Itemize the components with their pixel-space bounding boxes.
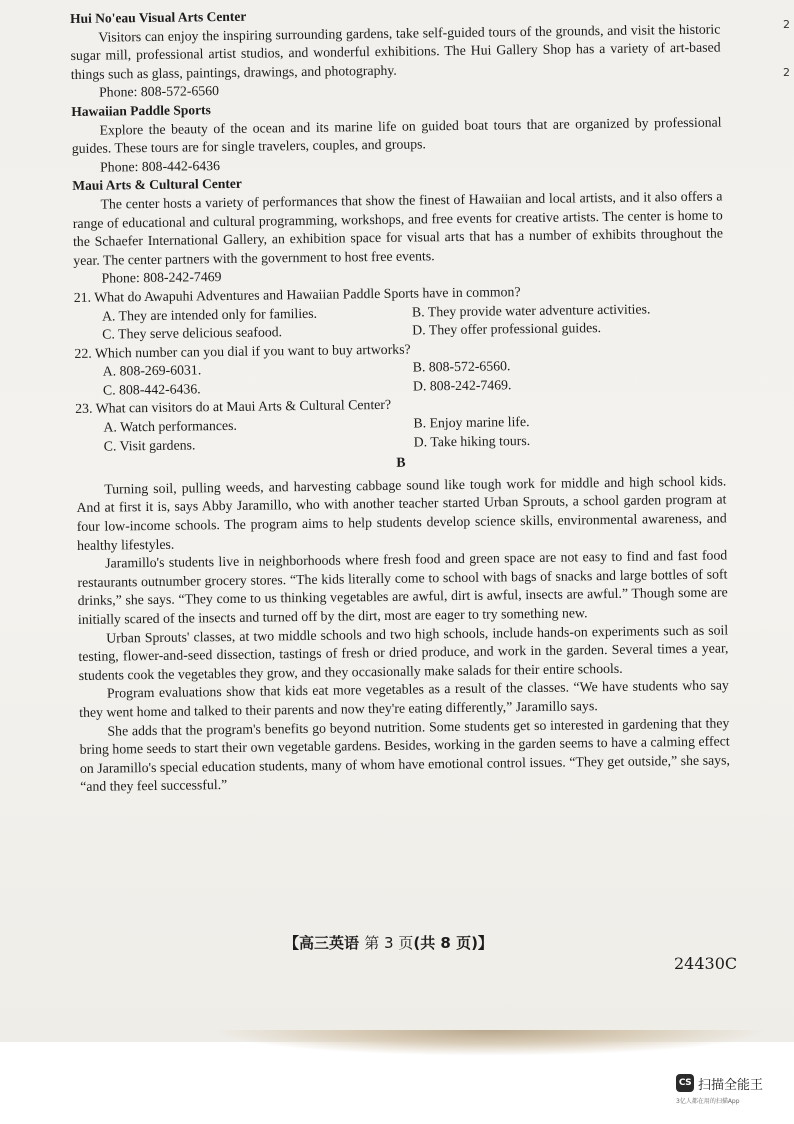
- footer-subject: 【高三英语: [284, 934, 360, 952]
- passage-b-paragraph-3: Urban Sprouts' classes, at two middle schools and two high schools, include hands-on experiments such as soil testing, flower-and-seed dissection, tastings of fresh or dried produce, and work in the garden. Several times a year, students cook the vegetables they grow, and they occasionally make salads for their entire schools.: [78, 622, 729, 683]
- option-c: C. Visit gardens.: [103, 437, 196, 454]
- question-stem: 22. Which number can you dial if you want to buy artworks?: [74, 341, 411, 361]
- exam-code: 24430C: [674, 954, 738, 973]
- passage-b-paragraph-5: She adds that the program's benefits go beyond nutrition. Some students get so interested in gardening that they bring home seeds to start their own vegetable gardens. Besides, working in the garden seems to have a calming effect on Jaramillo's special education students, many of whom have emotional control issues. “They get outside,” she says, “and they feel successful.”: [79, 714, 730, 795]
- section-text: Explore the beauty of the ocean and its marine life on guided boat tours that are organized by professional guides. These tours are for single travelers, couples, and groups.: [71, 114, 722, 157]
- edge-mark: 2: [783, 66, 790, 79]
- edge-mark: 2: [783, 18, 790, 31]
- option-d: D. They offer professional guides.: [412, 320, 602, 338]
- section-title: Maui Arts & Cultural Center: [72, 176, 242, 194]
- footer-total: (共 8 页)】: [413, 934, 493, 952]
- camscanner-logo-icon: CS: [676, 1074, 694, 1092]
- page-footer: [284, 932, 493, 953]
- paper-shadow: [210, 1030, 770, 1056]
- question-options: [103, 411, 725, 456]
- section-maui-arts: [72, 169, 723, 289]
- option-b: B. They provide water adventure activities.: [411, 300, 651, 320]
- option-c: C. They serve delicious seafood.: [102, 324, 283, 342]
- section-text: The center hosts a variety of performances that show the finest of Hawaiian and local artists, and it also offers a range of educational and cultural programming, workshops, and free events for creative artists. The center is home to the Schaefer International Gallery, an exhibition space for visual arts that has a number of exhibits throughout the year. The center partners with the government to host free events.: [72, 188, 724, 268]
- option-a: A. They are intended only for families.: [101, 305, 318, 324]
- option-a: A. Watch performances.: [103, 417, 238, 435]
- option-b: B. Enjoy marine life.: [413, 414, 530, 431]
- option-d: D. Take hiking tours.: [413, 432, 531, 450]
- question-22: [74, 336, 725, 400]
- option-c: C. 808-442-6436.: [102, 381, 201, 398]
- scanner-watermark: [676, 1074, 776, 1110]
- section-phone: Phone: 808-242-7469: [101, 269, 222, 286]
- question-stem: 23. What can visitors do at Maui Arts & Cultural Center?: [75, 397, 392, 417]
- watermark-tagline: 3亿人都在用的扫描App: [676, 1098, 740, 1105]
- page-content: [70, 1, 730, 796]
- passage-b: [76, 472, 730, 797]
- section-phone: Phone: 808-442-6436: [99, 157, 221, 175]
- passage-b-paragraph-4: Program evaluations show that kids eat more vegetables as a result of the classes. “We have students who say they went home and talked to their parents and now they're eating differently,” Jaramillo says.: [79, 677, 729, 720]
- question-21: [74, 280, 725, 344]
- question-23: [75, 392, 726, 456]
- footer-page: 第 3 页: [364, 934, 414, 952]
- watermark-name: 扫描全能王: [698, 1078, 764, 1093]
- passage-b-label: B: [396, 454, 406, 471]
- question-stem: 21. What do Awapuhi Adventures and Hawaiian Paddle Sports have in common?: [73, 284, 521, 305]
- option-d: D. 808-242-7469.: [412, 377, 512, 394]
- section-text: Visitors can enjoy the inspiring surrounding gardens, take self-guided tours of the grounds, and visit the historic sugar mill, professional artist studios, and wonderful exhibitions. The Hui Gallery Shop has a variety of art-based things such as glass, paintings, drawings, and photography.: [70, 21, 721, 82]
- section-phone: Phone: 808-572-6560: [98, 83, 220, 101]
- passage-b-paragraph-1: Turning soil, pulling weeds, and harvesting cabbage sound like tough work for middle and high school kids. And at first it is, says Abby Jaramillo, who with another teacher started Urban Sprouts, a school garden program at four low-income schools. The program aims to help students develop science skills, environmental awareness, and healthy lifestyles.: [76, 473, 727, 553]
- option-b: B. 808-572-6560.: [412, 358, 511, 375]
- section-hawaiian-paddle-sports: [71, 94, 722, 177]
- section-hui-noeau: [70, 1, 721, 102]
- section-title: Hui No'eau Visual Arts Center: [70, 8, 247, 26]
- passage-b-paragraph-2: Jaramillo's students live in neighborhoods where fresh food and green space are not easy to find and fast food restaurants outnumber grocery stores. “The kids literally come to school with bags of snacks and large bottles of soft drinks,” she says. “They come to us thinking vegetables are awful, dirt is awful, insects are awful.” Though some are initially scared of the insects and turned off by the dirt, most are eager to try something new.: [77, 547, 728, 627]
- section-title: Hawaiian Paddle Sports: [71, 102, 211, 119]
- option-a: A. 808-269-6031.: [102, 362, 202, 379]
